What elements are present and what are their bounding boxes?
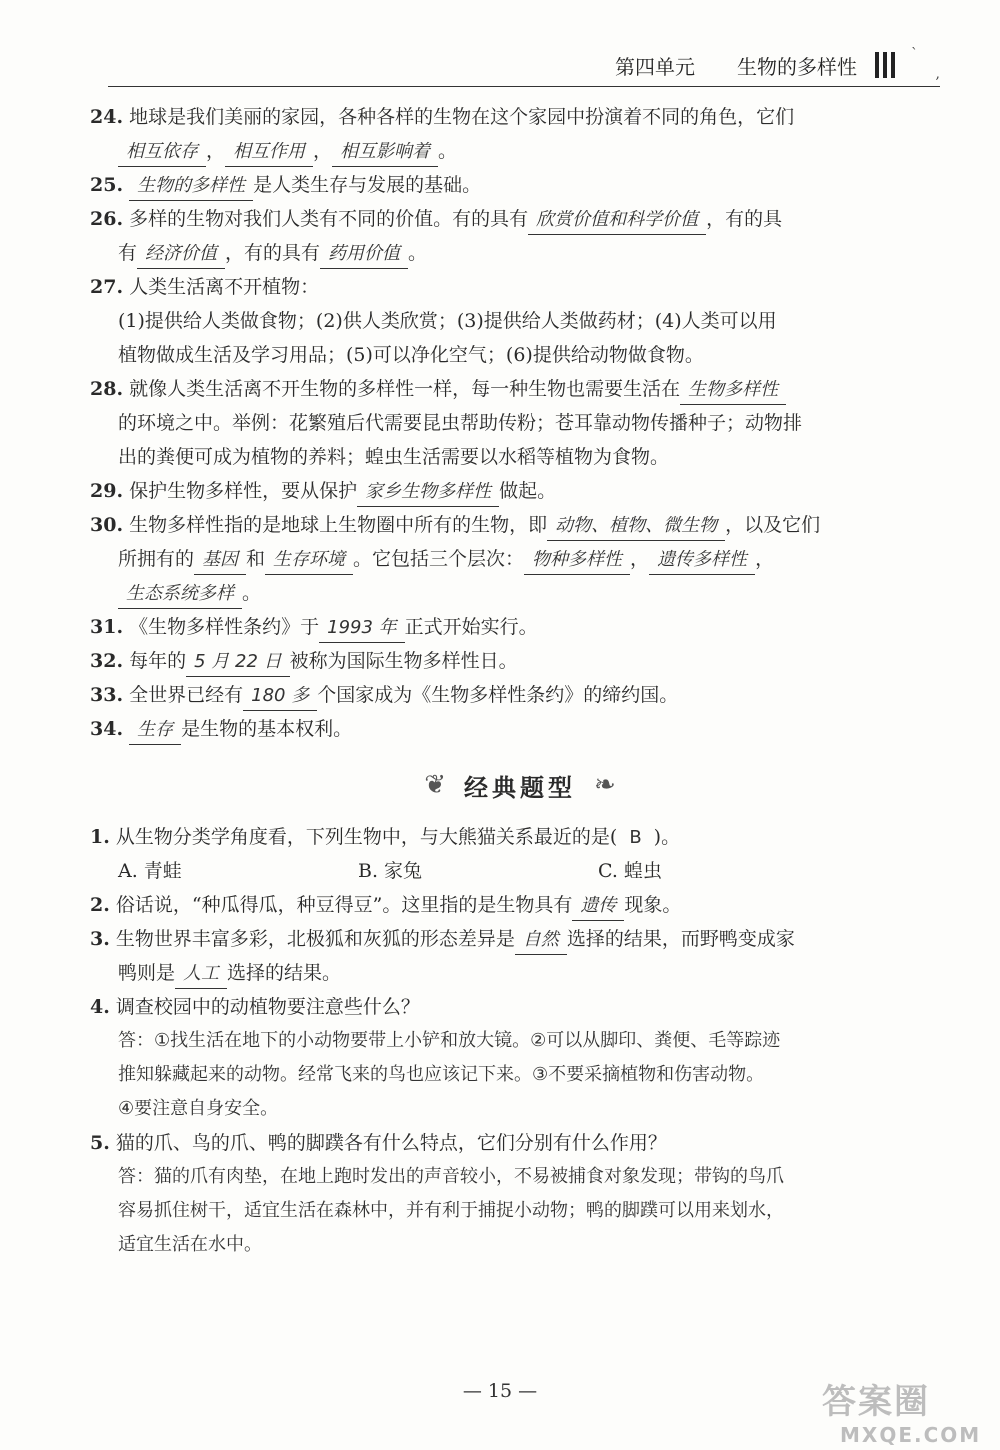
question-34: 34. 生存 是生物的基本权利。 (90, 712, 950, 746)
question-27: 27. 人类生活离不开植物： (90, 276, 320, 298)
answer-blank: 生物的多样性 (129, 172, 253, 201)
question-26-cont: 有 经济价值 ，有的具有 药用价值 。 (90, 236, 950, 270)
answer-blank: 生态系统多样 (118, 580, 242, 609)
answer-blank: 相互作用 (225, 138, 313, 167)
question-29: 29. 保护生物多样性，要从保护 家乡生物多样性 做起。 (90, 474, 950, 508)
answer-blank: 1993 年 (319, 614, 405, 643)
answer-blank: 生存环境 (265, 546, 353, 575)
corner-mark: , (935, 66, 940, 82)
question-30-cont2: 生态系统多样 。 (90, 576, 950, 610)
exercise-2: 2. 俗话说，“种瓜得瓜，种豆得豆”。这里指的是生物具有 遗传 现象。 (90, 888, 950, 922)
exercise-5: 5. 猫的爪、鸟的爪、鸭的脚蹼各有什么特点，它们分别有什么作用？ (90, 1132, 667, 1154)
page-header (615, 48, 895, 82)
exercise-4-answer: 答：①找生活在地下的小动物要带上小铲和放大镜。②可以从脚印、粪便、毛等踪迹 (118, 1030, 781, 1051)
question-31: 31. 《生物多样性条约》于 1993 年 正式开始实行。 (90, 610, 950, 644)
exercise-1-options (90, 854, 950, 888)
answer-blank: 180 多 (243, 682, 317, 711)
page-content (90, 100, 950, 1262)
answer-blank: 相互影响着 (332, 138, 438, 167)
question-25: 25. 生物的多样性 是人类生存与发展的基础。 (90, 168, 950, 202)
answer-blank: 遗传多样性 (649, 546, 755, 575)
answer-blank: 物种多样性 (524, 546, 630, 575)
option-a: A. 青蛙 (118, 860, 182, 882)
answer-blank: 生存 (129, 716, 181, 745)
watermark-url: MXQE.COM (840, 1423, 982, 1447)
answer-blank: 基因 (194, 546, 246, 575)
exercise-5-answer: 答：猫的爪有肉垫，在地上跑时发出的声音较小，不易被捕食对象发现；带钩的鸟爪 (118, 1166, 784, 1187)
unit-title: 生物的多样性 (737, 54, 857, 79)
question-27-line: 植物做成生活及学习用品；(5)可以净化空气；(6)提供给动物做食物。 (118, 344, 704, 366)
exercise-5-answer: 适宜生活在水中。 (118, 1234, 262, 1255)
question-27-line: (1)提供给人类做食物；(2)供人类欣赏；(3)提供给人类做药材；(4)人类可以用 (118, 310, 777, 332)
answer-blank: 人工 (175, 960, 227, 989)
exercise-4: 4. 调查校园中的动植物要注意些什么？ (90, 996, 420, 1018)
question-24: 24. 地球是我们美丽的家园，各种各样的生物在这个家园中扮演着不同的角色，它们 (90, 106, 795, 128)
answer-blank: 遗传 (572, 892, 624, 921)
question-28-line: 出的粪便可成为植物的养料；蝗虫生活需要以水稻等植物为食物。 (118, 446, 670, 468)
answer-blank: 家乡生物多样性 (357, 478, 499, 507)
answer-blank: 5 月 22 日 (186, 648, 290, 677)
unit-label: 第四单元 (615, 54, 695, 79)
header-bars-decoration (875, 52, 895, 78)
page-number: — 15 — (462, 1380, 538, 1402)
exercise-3: 3. 生物世界丰富多彩，北极狐和灰狐的形态差异是 自然 选择的结果，而野鸭变成家 (90, 922, 950, 956)
option-c: C. 蝗虫 (598, 860, 662, 882)
exercise-1: 1. 从生物分类学角度看，下列生物中，与大熊猫关系最近的是( B )。 (90, 826, 681, 848)
answer-blank: 欣赏价值和科学价值 (528, 206, 706, 235)
exercise-4-answer: ④要注意自身安全。 (118, 1098, 279, 1119)
answer-blank: 经济价值 (137, 240, 225, 269)
question-33: 33. 全世界已经有 180 多 个国家成为《生物多样性条约》的缔约国。 (90, 678, 950, 712)
ornament-left-icon: ❦ (424, 770, 446, 800)
question-28: 28. 就像人类生活离不开生物的多样性一样，每一种生物也需要生活在 生物多样性 (90, 372, 950, 406)
answer-blank: 自然 (515, 926, 567, 955)
section-title: 经典题型 (464, 773, 576, 802)
question-26: 26. 多样的生物对我们人类有不同的价值。有的具有 欣赏价值和科学价值 ，有的具 (90, 202, 950, 236)
question-28-line: 的环境之中。举例：花繁殖后代需要昆虫帮助传粉；苍耳靠动物传播种子；动物排 (118, 412, 803, 434)
watermark-text: 答案圈 (822, 1382, 930, 1422)
question-30: 30. 生物多样性指的是地球上生物圈中所有的生物，即 动物、植物、微生物 ，以及它们 (90, 508, 950, 542)
question-32: 32. 每年的 5 月 22 日 被称为国际生物多样性日。 (90, 644, 950, 678)
watermark-logo (822, 1374, 982, 1447)
question-24-answers: 相互依存 ， 相互作用 ， 相互影响着 。 (90, 134, 950, 168)
answer-blank: 生物多样性 (680, 376, 786, 405)
exercise-3-cont: 鸭则是 人工 选择的结果。 (90, 956, 950, 990)
answer-blank: 药用价值 (320, 240, 408, 269)
answer-choice: B (629, 827, 642, 848)
answer-blank: 相互依存 (118, 138, 206, 167)
answer-blank: 动物、植物、微生物 (547, 512, 725, 541)
header-rule (108, 86, 940, 87)
question-30-cont: 所拥有的 基因 和 生存环境 。它包括三个层次： 物种多样性 ， 遗传多样性 ， (90, 542, 950, 576)
option-b: B. 家兔 (358, 860, 423, 882)
section-heading (90, 750, 950, 820)
ornament-right-icon: ❧ (594, 770, 616, 800)
exercise-4-answer: 推知躲藏起来的动物。经常飞来的鸟也应该记下来。③不要采摘植物和伤害动物。 (118, 1064, 765, 1085)
corner-mark: ` (911, 46, 918, 62)
exercise-5-answer: 容易抓住树干，适宜生活在森林中，并有利于捕捉小动物；鸭的脚蹼可以用来划水， (118, 1200, 784, 1221)
